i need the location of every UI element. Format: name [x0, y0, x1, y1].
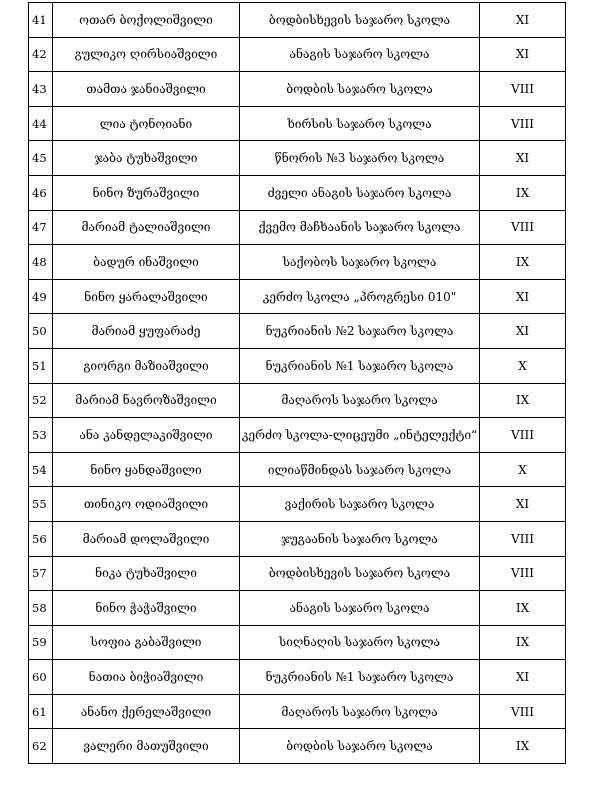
- grade-cell: IX: [480, 245, 566, 280]
- table-row: [29, 37, 566, 72]
- school-name-cell: სიღნაღის საჯარო სკოლა: [240, 625, 480, 660]
- row-number-cell: 54: [29, 452, 53, 487]
- grade-cell: X: [480, 348, 566, 383]
- table-row: [29, 106, 566, 141]
- school-name-cell: წნორის №3 საჯარო სკოლა: [240, 141, 480, 176]
- row-number-cell: 52: [29, 383, 53, 418]
- row-number-cell: 59: [29, 625, 53, 660]
- table-row: [29, 521, 566, 556]
- school-name-cell: ქვემო მაჩხაანის საჯარო სკოლა: [240, 210, 480, 245]
- student-name-cell: სოფია გაბაშვილი: [53, 625, 240, 660]
- row-number-cell: 51: [29, 348, 53, 383]
- student-name-cell: ანა კანდელაკიშვილი: [53, 418, 240, 453]
- school-name-cell: საქობოს საჯარო სკოლა: [240, 245, 480, 280]
- table-row: [29, 175, 566, 210]
- school-name-cell: ბოდბისხევის საჯარო სკოლა: [240, 3, 480, 38]
- row-number-cell: 48: [29, 245, 53, 280]
- student-name-cell: ვალერი მათუშვილი: [53, 729, 240, 764]
- school-name-cell: ილიაწმინდას საჯარო სკოლა: [240, 452, 480, 487]
- grade-cell: IX: [480, 729, 566, 764]
- row-number-cell: 53: [29, 418, 53, 453]
- grade-cell: VIII: [480, 210, 566, 245]
- grade-cell: IX: [480, 625, 566, 660]
- row-number-cell: 50: [29, 314, 53, 349]
- student-name-cell: გიორგი მაზიაშვილი: [53, 348, 240, 383]
- row-number-cell: 60: [29, 660, 53, 695]
- school-name-cell: კერძო სკოლა „პროგრესი 010": [240, 279, 480, 314]
- grade-cell: XI: [480, 3, 566, 38]
- row-number-cell: 58: [29, 591, 53, 626]
- student-name-cell: ჯაბა ტუხაშვილი: [53, 141, 240, 176]
- student-name-cell: მარიამ ყუფარაძე: [53, 314, 240, 349]
- school-name-cell: ანაგის საჯარო სკოლა: [240, 37, 480, 72]
- row-number-cell: 55: [29, 487, 53, 522]
- row-number-cell: 45: [29, 141, 53, 176]
- school-name-cell: ანაგის საჯარო სკოლა: [240, 591, 480, 626]
- row-number-cell: 43: [29, 72, 53, 107]
- row-number-cell: 62: [29, 729, 53, 764]
- table-row: [29, 660, 566, 695]
- row-number-cell: 46: [29, 175, 53, 210]
- table-row: [29, 729, 566, 764]
- row-number-cell: 41: [29, 3, 53, 38]
- school-name-cell: ნუკრიანის №1 საჯარო სკოლა: [240, 348, 480, 383]
- grade-cell: X: [480, 452, 566, 487]
- student-name-cell: ნათია ბიჭიაშვილი: [53, 660, 240, 695]
- school-name-cell: ვაქირის საჯარო სკოლა: [240, 487, 480, 522]
- school-name-cell: ხირსის საჯარო სკოლა: [240, 106, 480, 141]
- participants-table: [28, 2, 566, 764]
- grade-cell: IX: [480, 383, 566, 418]
- grade-cell: XI: [480, 141, 566, 176]
- student-name-cell: ნინო ზურაშვილი: [53, 175, 240, 210]
- school-name-cell: კერძო სკოლა-ლიცეუმი „ინტელექტი“: [240, 418, 480, 453]
- student-name-cell: გულიკო ღირსიაშვილი: [53, 37, 240, 72]
- school-name-cell: ნუკრიანის №1 საჯარო სკოლა: [240, 660, 480, 695]
- table-row: [29, 245, 566, 280]
- table-row: [29, 556, 566, 591]
- grade-cell: XI: [480, 660, 566, 695]
- school-name-cell: ძველი ანაგის საჯარო სკოლა: [240, 175, 480, 210]
- table-row: [29, 348, 566, 383]
- table-row: [29, 383, 566, 418]
- student-name-cell: ნინო ჭაჭაშვილი: [53, 591, 240, 626]
- grade-cell: VIII: [480, 556, 566, 591]
- table-row: [29, 314, 566, 349]
- grade-cell: VIII: [480, 418, 566, 453]
- table-row: [29, 452, 566, 487]
- row-number-cell: 61: [29, 694, 53, 729]
- table-row: [29, 625, 566, 660]
- grade-cell: XI: [480, 487, 566, 522]
- grade-cell: XI: [480, 279, 566, 314]
- student-name-cell: მარიამ ნავროზაშვილი: [53, 383, 240, 418]
- grade-cell: VIII: [480, 106, 566, 141]
- grade-cell: VIII: [480, 694, 566, 729]
- school-name-cell: მაღაროს საჯარო სკოლა: [240, 383, 480, 418]
- table-row: [29, 487, 566, 522]
- school-name-cell: ბოდბისხევის საჯარო სკოლა: [240, 556, 480, 591]
- student-name-cell: თინიკო ოდიაშვილი: [53, 487, 240, 522]
- student-name-cell: მარიამ ტალიაშვილი: [53, 210, 240, 245]
- student-name-cell: ნიკა ტუხაშვილი: [53, 556, 240, 591]
- school-name-cell: ჯუგაანის საჯარო სკოლა: [240, 521, 480, 556]
- grade-cell: VIII: [480, 72, 566, 107]
- grade-cell: VIII: [480, 521, 566, 556]
- student-name-cell: ანანო ქერელაშვილი: [53, 694, 240, 729]
- school-name-cell: ბოდბის საჯარო სკოლა: [240, 72, 480, 107]
- row-number-cell: 56: [29, 521, 53, 556]
- row-number-cell: 47: [29, 210, 53, 245]
- student-name-cell: ლია ტონოიანი: [53, 106, 240, 141]
- grade-cell: XI: [480, 314, 566, 349]
- grade-cell: XI: [480, 37, 566, 72]
- student-name-cell: მარიამ დოლაშვილი: [53, 521, 240, 556]
- table-row: [29, 72, 566, 107]
- table-row: [29, 694, 566, 729]
- row-number-cell: 49: [29, 279, 53, 314]
- table-row: [29, 141, 566, 176]
- table-body: [29, 3, 566, 764]
- table-row: [29, 279, 566, 314]
- student-name-cell: ნინო ყარალაშვილი: [53, 279, 240, 314]
- row-number-cell: 42: [29, 37, 53, 72]
- table-row: [29, 418, 566, 453]
- student-name-cell: ნინო ყანდაშვილი: [53, 452, 240, 487]
- student-name-cell: ბადურ ინაშვილი: [53, 245, 240, 280]
- row-number-cell: 44: [29, 106, 53, 141]
- grade-cell: IX: [480, 175, 566, 210]
- school-name-cell: ბოდბის საჯარო სკოლა: [240, 729, 480, 764]
- table-row: [29, 3, 566, 38]
- school-name-cell: ნუკრიანის №2 საჯარო სკოლა: [240, 314, 480, 349]
- grade-cell: IX: [480, 591, 566, 626]
- student-name-cell: თამთა ჯანიაშვილი: [53, 72, 240, 107]
- student-name-cell: ოთარ ბოქოლიშვილი: [53, 3, 240, 38]
- row-number-cell: 57: [29, 556, 53, 591]
- table-row: [29, 591, 566, 626]
- school-name-cell: მაღაროს საჯარო სკოლა: [240, 694, 480, 729]
- table-row: [29, 210, 566, 245]
